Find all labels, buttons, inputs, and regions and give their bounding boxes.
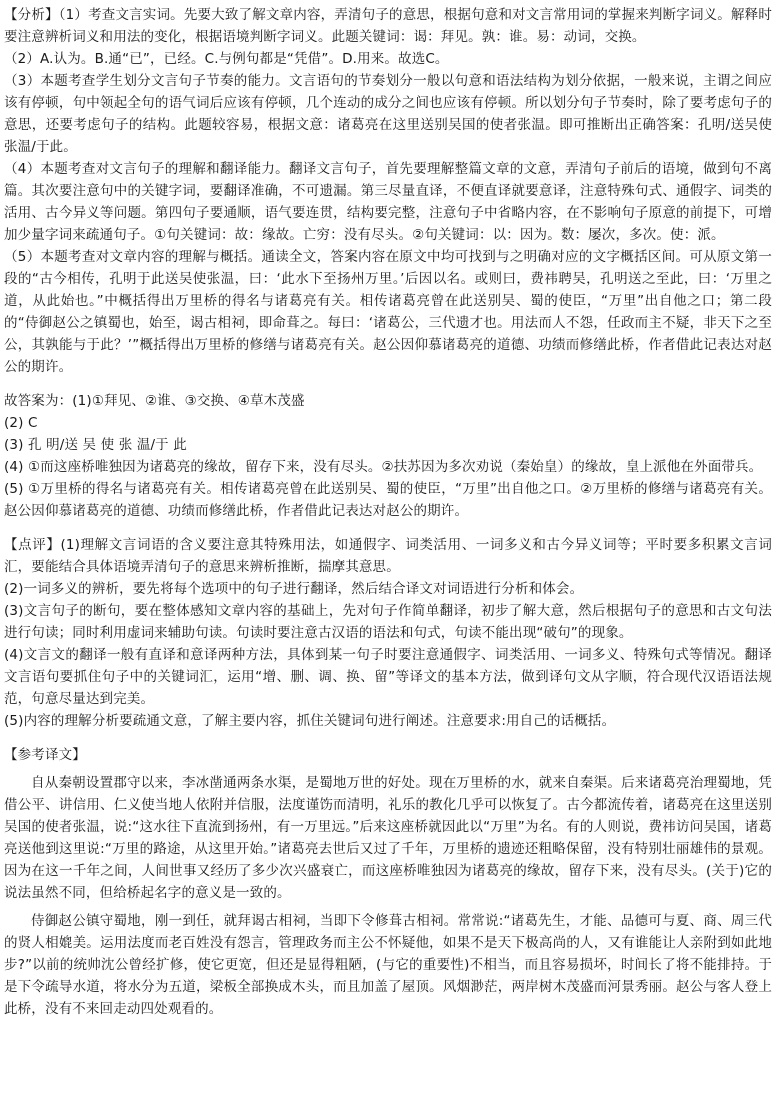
answer-1: 故答案为：(1)①拜见、②谁、③交换、④草木茂盛 — [4, 393, 305, 409]
translation-heading: 【参考译文】 — [4, 747, 86, 763]
comment-4: (4)文言文的翻译一般有直译和意译两种方法，具体到某一句子时要注意通假字、词类活用、一词多义、特殊句式等情况。翻译文言语句要抓住句子中的关键词汇，运用“增、删、调、换、留”等译文的基本方法，做到译句文从字顺，符合现代汉语语法规范，句意尽量达到完美。 — [4, 647, 772, 707]
translation-paragraph-1: 自从秦朝设置郡守以来，李冰凿通两条水渠，是蜀地万世的好处。现在万里桥的水，就来自秦渠。后来诸葛亮治理蜀地，凭借公平、讲信用、仁义使当地人依附并信服，法度谨饬而清明，礼乐的教化几乎可以恢复了。古今都流传着，诸葛亮在这里送别吴国的使者张温，说:“这水往下直流到扬州，有一万里远。”后来这座桥就因此以“万里”为名。有的人则说，费祎访问吴国，诸葛亮送他到这里说:“万里的路途，从这里开始。”诸葛亮去世后又过了千年，万里桥的遗迹还粗略保留，没有特别壮丽雄伟的景观。因为在这一千年之间，人间世事又经历了多少次兴盛衰亡，而这座桥唯独因为诸葛亮的缘故，留存下来，没有尽头。(关于)它的说法虽然不同，但给桥起名字的意义是一致的。 — [4, 775, 772, 901]
comment-1: 【点评】(1)理解文言词语的含义要注意其特殊用法，如通假字、词类活用、一词多义和古今异义词等；平时要多积累文言词汇，要能结合具体语境弄清句子的意思来辨析推断，揣摩其意思。 — [4, 537, 772, 575]
comment-3: (3)文言句子的断句，要在整体感知文章内容的基础上，先对句子作简单翻译，初步了解大意，然后根据句子的意思和古文句法进行句读；同时利用虚词来辅助句读。句读时要注意古汉语的语法和句式，句读不能出现“破句”的现象。 — [4, 603, 772, 641]
analysis-paragraph-2: （2）A.认为。B.通“已”，已经。C.与例句都是“凭借”。D.用来。故选C。 — [4, 51, 449, 67]
analysis-paragraph-5: （5）本题考查对文章内容的理解与概括。通读全文，答案内容在原文中均可找到与之明确对应的文字概括区间。可从原文第一段的“古今相传，孔明于此送吴使张温，曰：‘此水下至扬州万里。’后因以名。或则曰，费祎聘吴，孔明送之至此，曰：‘万里之道，从此始也。”中概括得出万里桥的得名与诸葛亮有关。相传诸葛亮曾在此送别吴、蜀的使臣，“万里”出自他之口；第二段的“侍御赵公之镇蜀也，始至，谒古相祠，即命葺之。每曰：‘诸葛公，三代遗才也。用法而人不怨，任政而主不疑，非天下之至公，其孰能与于此？’”概括得出万里桥的修缮与诸葛亮有关。赵公因仰慕诸葛亮的道德、功绩而修缮此桥，作者借此记表达对赵公的期许。 — [4, 249, 772, 375]
answer-5: (5) ①万里桥的得名与诸葛亮有关。相传诸葛亮曾在此送别吴、蜀的使臣，“万里”出自他之口。②万里桥的修缮与诸葛亮有关。赵公因仰慕诸葛亮的道德、功绩而修缮此桥，作者借此记表达对赵公的期许。 — [4, 481, 772, 519]
answer-4: (4) ①而这座桥唯独因为诸葛亮的缘故，留存下来，没有尽头。②扶苏因为多次劝说（秦始皇）的缘故，皇上派他在外面带兵。 — [4, 459, 763, 475]
translation-section — [4, 744, 772, 1020]
analysis-paragraph-3: （3）本题考查学生划分文言句子节奏的能力。文言语句的节奏划分一般以句意和语法结构为划分依据，一般来说，主谓之间应该有停顿，句中领起全句的语气词后应该有停顿，几个连动的成分之间也应该有停顿。所以划分句子节奏时，除了要考虑句子的意思，还要考虑句子的结构。此题较容易，根据文意：诸葛亮在这里送别吴国的使者张温。即可推断出正确答案：孔明/送吴使张温/于此。 — [4, 73, 772, 155]
comment-section — [4, 534, 772, 732]
answer-3: (3) 孔 明/送 吴 使 张 温/于 此 — [4, 437, 187, 453]
analysis-section — [4, 4, 772, 378]
answer-2: (2) C — [4, 415, 38, 431]
comment-2: (2)一词多义的辨析，要先将每个选项中的句子进行翻译，然后结合译文对词语进行分析和体会。 — [4, 581, 584, 597]
answers-section — [4, 390, 772, 522]
analysis-paragraph-4: （4）本题考查对文言句子的理解和翻译能力。翻译文言句子，首先要理解整篇文章的文意，弄清句子前后的语境，做到句不离篇。其次要注意句中的关键字词，要翻译准确，不可遗漏。第三尽量直译，不便直译就要意译，注意特殊句式、通假字、词类的活用、古今异义等问题。第四句子要通顺，语气要连贯，结构要完整，注意句子中省略内容，在不影响句子原意的前提下，可增加少量字词来疏通句子。①句关键词：故：缘故。亡穷：没有尽头。②句关键词：以：因为。数：屡次，多次。使：派。 — [4, 161, 772, 243]
analysis-paragraph-1: 【分析】（1）考查文言实词。先要大致了解文章内容，弄清句子的意思，根据句意和对文言常用词的掌握来判断字词义。解释时要注意辨析词义和用法的变化，根据语境判断字词义。此题关键词：谒：拜见。孰：谁。易：动词，交换。 — [4, 7, 772, 45]
comment-5: (5)内容的理解分析要疏通文意，了解主要内容，抓住关键词句进行阐述。注意要求:用自己的话概括。 — [4, 713, 616, 729]
translation-paragraph-2: 侍御赵公镇守蜀地，刚一到任，就拜谒古相祠，当即下令修葺古相祠。常常说:“诸葛先生，才能、品德可与夏、商、周三代的贤人相媲美。运用法度而老百姓没有怨言，管理政务而主公不怀疑他，如果不是天下极高尚的人，又有谁能让人亲附到如此地步?”以前的统帅沈公曾经扩修，使它更宽，但还是显得粗陋，(与它的重要性)不相当，而且容易损坏，时间长了将不能排持。于是下令疏导水道，将水分为五道，梁板全部换成木头，而且加盖了屋顶。风烟渺茫，两岸树木茂盛而河景秀丽。赵公与客人登上此桥，没有不来回走动四处观看的。 — [4, 913, 772, 1017]
